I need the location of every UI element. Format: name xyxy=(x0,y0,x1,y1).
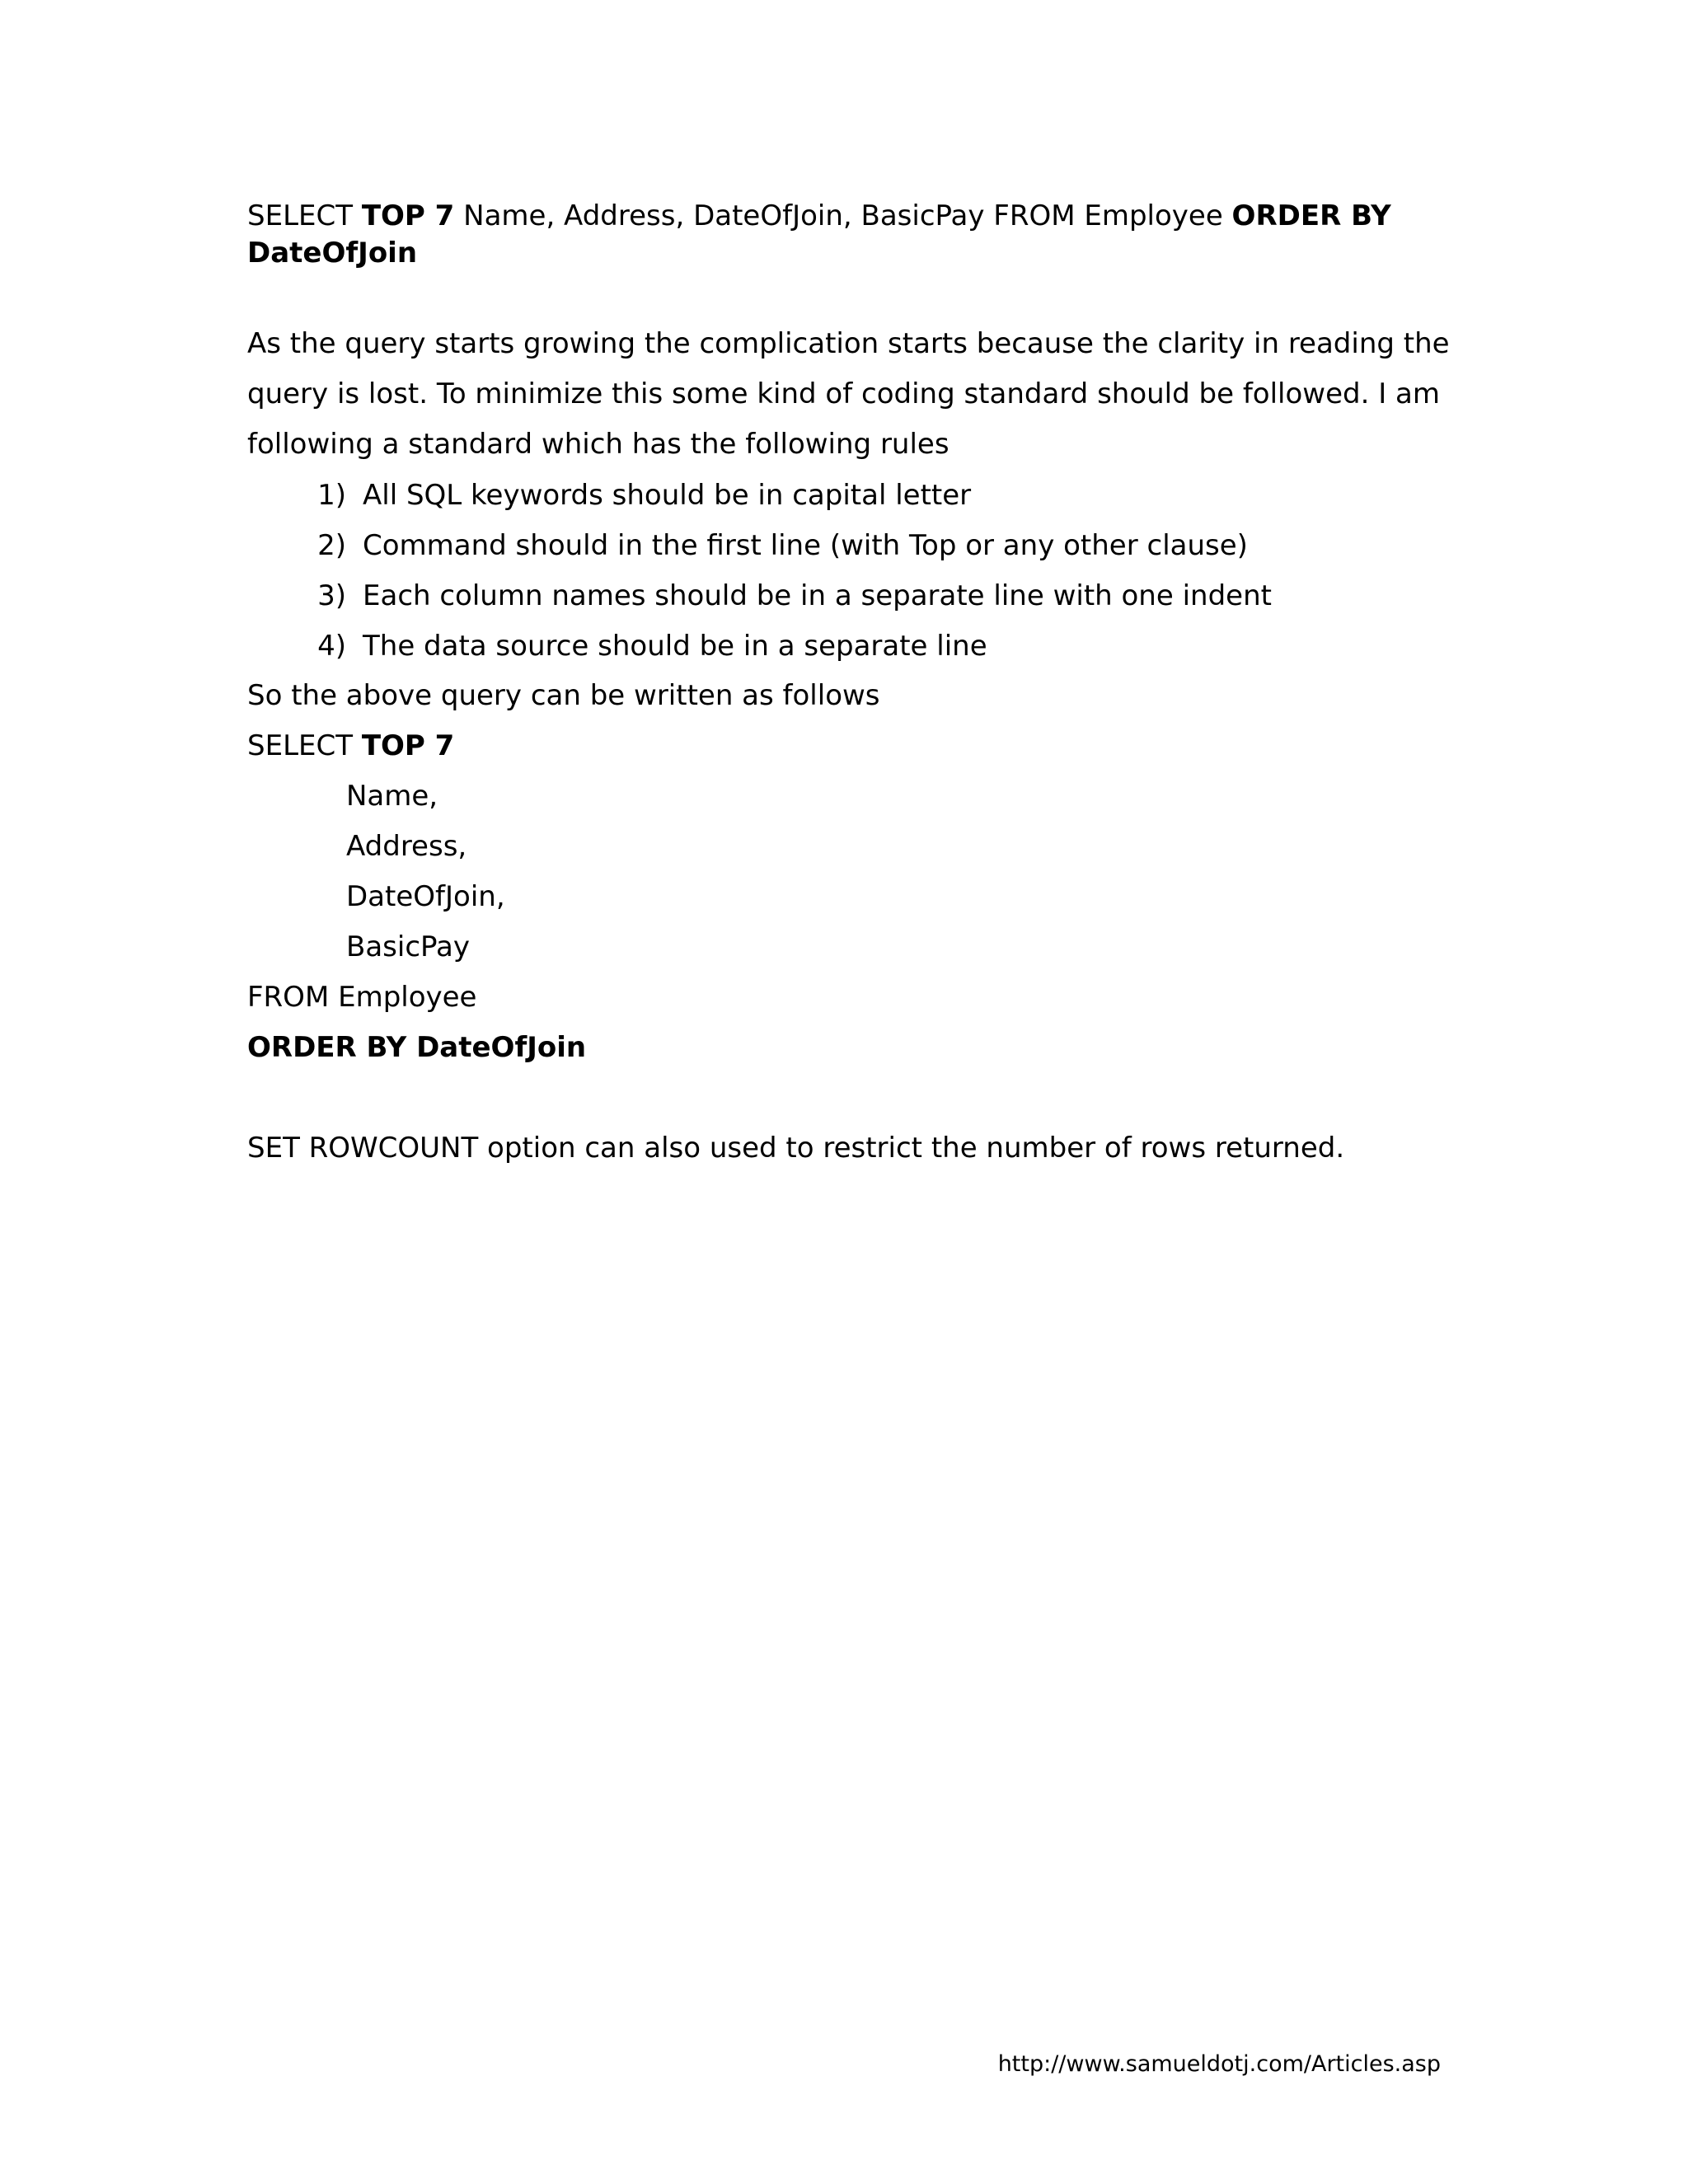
final-note: SET ROWCOUNT option can also used to restrict the number of rows returned. xyxy=(247,1132,1345,1165)
select-keyword: SELECT xyxy=(247,729,362,762)
rule-text: The data source should be in a separate line xyxy=(363,629,987,663)
rule-number: 1) xyxy=(317,478,346,512)
intro-paragraph: As the query starts growing the complication starts because the clarity in reading the query is lost. To minimize this some kind of coding standard should be followed. I am following a standard which has the following rules xyxy=(247,327,1450,461)
query-column-line: Address, xyxy=(346,830,467,863)
order-by-clause: ORDER BY DateOfJoin xyxy=(247,199,1391,269)
columns-from-text: Name, Address, DateOfJoin, BasicPay FROM Employee xyxy=(454,199,1232,232)
page-content xyxy=(247,198,1451,1174)
rule-item xyxy=(247,470,1451,520)
rule-text: Each column names should be in a separate line with one indent xyxy=(363,579,1272,612)
rule-item xyxy=(247,621,1451,671)
query-column-line: Name, xyxy=(346,780,438,813)
select-keyword: SELECT xyxy=(247,199,362,232)
rule-text: Command should in the first line (with Top or any other clause) xyxy=(363,528,1248,562)
footer-url: http://www.samueldotj.com/Articles.asp xyxy=(997,2051,1441,2077)
inline-query xyxy=(247,198,1451,272)
query-column-line: DateOfJoin, xyxy=(346,880,505,913)
transition-text: So the above query can be written as follows xyxy=(247,679,880,712)
top-keyword: TOP 7 xyxy=(361,729,455,762)
rule-item xyxy=(247,570,1451,621)
query-column-line: BasicPay xyxy=(346,930,470,963)
query-from-line: FROM Employee xyxy=(247,981,477,1014)
rule-number: 2) xyxy=(317,528,346,562)
rules-list xyxy=(247,470,1451,671)
rule-item xyxy=(247,520,1451,570)
rule-text: All SQL keywords should be in capital letter xyxy=(363,478,972,512)
rule-number: 3) xyxy=(317,579,346,612)
top-keyword: TOP 7 xyxy=(361,199,455,232)
rule-number: 4) xyxy=(317,629,346,663)
query-select-line xyxy=(247,721,1451,771)
query-order-by-line: ORDER BY DateOfJoin xyxy=(247,1031,587,1064)
formatted-query xyxy=(247,721,1451,1073)
